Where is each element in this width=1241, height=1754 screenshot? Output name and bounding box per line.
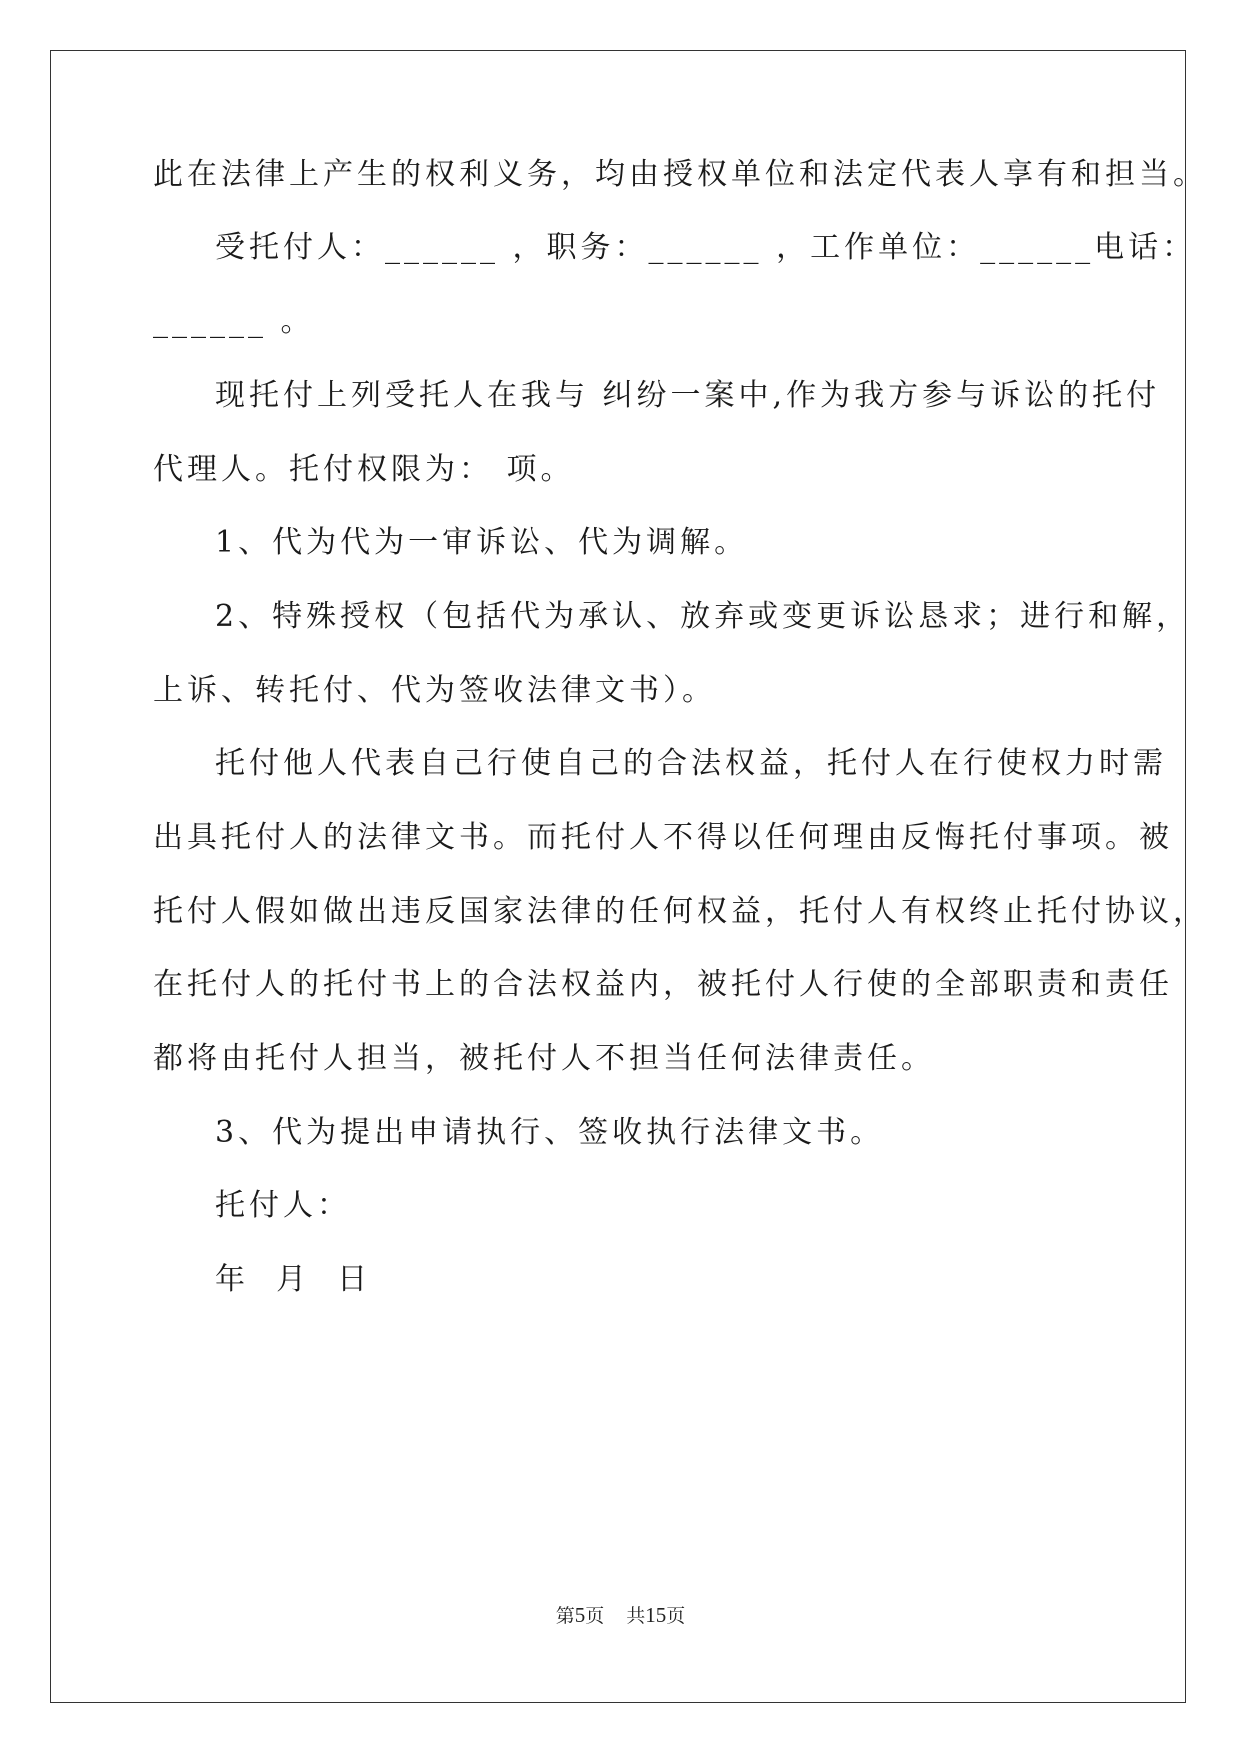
list-item-3: 3、代为提出申请执行、签收执行法律文书。 <box>215 1115 885 1150</box>
page-total: 15 <box>645 1603 667 1627</box>
paragraph-entrustment-cont: 代理人。托付权限为： 项。 <box>153 452 575 487</box>
paragraph-agent-info: 受托付人：______ ，职务：______ ，工作单位：______电话： <box>215 230 1197 265</box>
paragraph-authority-cont-2: 托付人假如做出违反国家法律的任何权益，托付人有权终止托付协议， <box>153 894 1207 929</box>
page-current: 5 <box>574 1603 586 1627</box>
paragraph-rights-obligations: 此在法律上产生的权利义务，均由授权单位和法定代表人享有和担当。 <box>153 157 1207 192</box>
page-border <box>50 50 1186 1703</box>
page-prefix: 第 <box>555 1605 575 1627</box>
page-footer <box>0 1603 1241 1628</box>
paragraph-authority-cont-4: 都将由托付人担当，被托付人不担当任何法律责任。 <box>153 1041 935 1076</box>
paragraph-authority-cont-3: 在托付人的托付书上的合法权益内，被托付人行使的全部职责和责任 <box>153 967 1173 1002</box>
signature-principal: 托付人： <box>215 1188 351 1223</box>
total-prefix: 共 <box>626 1605 646 1627</box>
paragraph-authority: 托付他人代表自己行使自己的合法权益，托付人在行使权力时需 <box>215 746 1167 781</box>
list-item-2-cont: 上诉、转托付、代为签收法律文书）。 <box>153 673 716 708</box>
paragraph-entrustment: 现托付上列受托人在我与 纠纷一案中,作为我方参与诉讼的托付 <box>215 378 1161 413</box>
signature-date: 年 月 日 <box>215 1262 372 1297</box>
total-suffix: 页 <box>666 1605 686 1627</box>
paragraph-authority-cont-1: 出具托付人的法律文书。而托付人不得以任何理由反悔托付事项。被 <box>153 820 1173 855</box>
list-item-1: 1、代为代为一审诉讼、代为调解。 <box>215 525 749 560</box>
page-suffix: 页 <box>585 1605 605 1627</box>
list-item-2: 2、特殊授权（包括代为承认、放弃或变更诉讼恳求；进行和解， <box>215 599 1191 634</box>
paragraph-phone-blank: ______ 。 <box>153 304 315 339</box>
